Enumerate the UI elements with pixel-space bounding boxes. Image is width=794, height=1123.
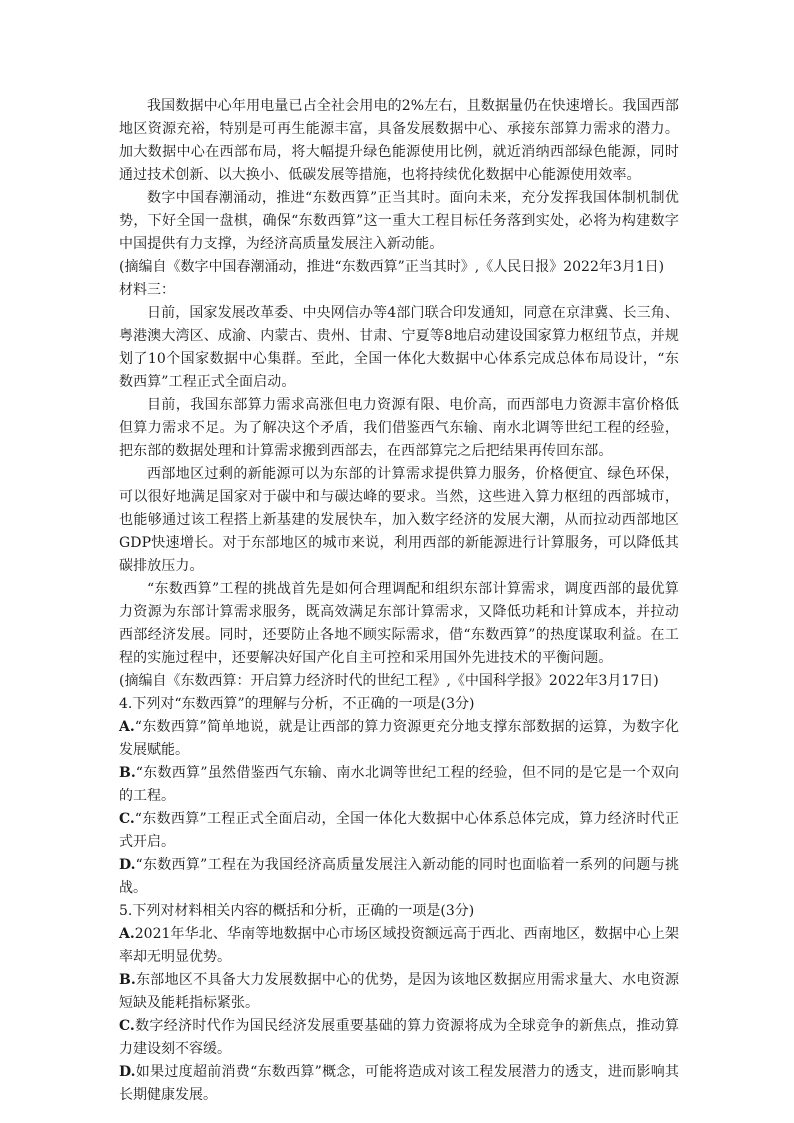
option-text: “东数西算”工程正式全面启动，全国一体化大数据中心体系总体完成，算力经济时代正式开启。 [119,811,679,850]
option-letter: C. [119,811,135,827]
question-5-option-c [119,1015,679,1061]
option-letter: B. [119,972,136,988]
option-text: 如果过度超前消费“东数西算”概念，可能将造成对该工程发展潜力的透支，进而影响其长期健康发展。 [119,1064,679,1103]
question-5-option-a [119,923,679,969]
material3-paragraph-4: “东数西算”工程的挑战首先是如何合理调配和组织东部计算需求，调度西部的最优算力资源为东部计算需求服务，既高效满足东部计算需求，又降低功耗和计算成本，并拉动西部经济发展。同时，还要防止各地不顾实际需求，借“东数西算”的热度谋取利益。在工程的实施过程中，还要解决好国产化自主可控和采用国外先进技术的平衡问题。 [119,581,679,666]
option-letter: A. [119,719,135,735]
option-text: 2021年华北、华南等地数据中心市场区域投资额远高于西北、西南地区，数据中心上架率却无明显优势。 [119,926,679,965]
question-5-option-b [119,969,679,1015]
option-text: 数字经济时代作为国民经济发展重要基础的算力资源将成为全球竞争的新焦点，推动算力建设刻不容缓。 [119,1018,679,1057]
option-letter: B. [119,765,136,781]
option-letter: D. [119,857,136,873]
option-text: “东数西算”工程在为我国经济高质量发展注入新动能的同时也面临着一系列的问题与挑战。 [119,857,679,896]
material3-paragraph-1: 日前，国家发展改革委、中央网信办等4部门联合印发通知，同意在京津冀、长三角、粤港澳大湾区、成渝、内蒙古、贵州、甘肃、宁夏等8地启动建设国家算力枢纽节点，并规划了10个国家数据中心集群。至此，全国一体化大数据中心体系完成总体布局设计，“东数西算”工程正式全面启动。 [119,305,679,390]
question-4-option-a [119,716,679,762]
question-4-option-d [119,854,679,900]
material2-paragraph-2: 数字中国春潮涌动，推进“东数西算”正当其时。面向未来，充分发挥我国体制机制优势，下好全国一盘棋，确保“东数西算”这一重大工程目标任务落到实处，必将为构建数字中国提供有力支撑，为经济高质量发展注入新动能。 [119,190,679,252]
option-text: “东数西算”虽然借鉴西气东输、南水北调等世纪工程的经验，但不同的是它是一个双向的工程。 [119,765,679,804]
question-4-option-b [119,762,679,808]
document-page [119,95,679,1107]
question-4-stem: 4.下列对“东数西算”的理解与分析，不正确的一项是(3分) [119,696,475,712]
option-text: 东部地区不具备大力发展数据中心的优势，是因为该地区数据应用需求量大、水电资源短缺及能耗指标紧张。 [119,972,679,1011]
question-5-stem: 5.下列对材料相关内容的概括和分析，正确的一项是(3分) [119,903,475,919]
material3-paragraph-3: 西部地区过剩的新能源可以为东部的计算需求提供算力服务，价格便宜、绿色环保，可以很好地满足国家对于碳中和与碳达峰的要求。当然，这些进入算力枢纽的西部城市，也能够通过该工程搭上新基建的发展快车，加入数字经济的发展大潮，从而拉动西部地区GDP快速增长。对于东部地区的城市来说，利用西部的新能源进行计算服务，可以降低其碳排放压力。 [119,466,679,574]
option-text: “东数西算”简单地说，就是让西部的算力资源更充分地支撑东部数据的运算，为数字化发展赋能。 [119,719,679,758]
option-letter: D. [119,1064,136,1080]
option-letter: C. [119,1018,135,1034]
option-letter: A. [119,926,135,942]
material2-source: (摘编自《数字中国春潮涌动，推进“东数西算”正当其时》,《人民日报》2022年3月1日) [119,259,665,275]
material3-paragraph-2: 目前，我国东部算力需求高涨但电力资源有限、电价高，而西部电力资源丰富价格低但算力需求不足。为了解决这个矛盾，我们借鉴西气东输、南水北调等世纪工程的经验，把东部的数据处理和计算需求搬到西部去，在西部算完之后把结果再传回东部。 [119,397,679,459]
material2-paragraph-1: 我国数据中心年用电量已占全社会用电的2%左右，且数据量仍在快速增长。我国西部地区资源充裕，特别是可再生能源丰富，具备发展数据中心、承接东部算力需求的潜力。加大数据中心在西部布局，将大幅提升绿色能源使用比例，就近消纳西部绿色能源，同时通过技术创新、以大换小、低碳发展等措施，也将持续优化数据中心能源使用效率。 [119,98,679,183]
material3-source: (摘编自《东数西算：开启算力经济时代的世纪工程》,《中国科学报》2022年3月17日) [119,673,659,689]
question-5-option-d [119,1061,679,1107]
material3-label: 材料三： [119,282,175,298]
question-4-option-c [119,808,679,854]
